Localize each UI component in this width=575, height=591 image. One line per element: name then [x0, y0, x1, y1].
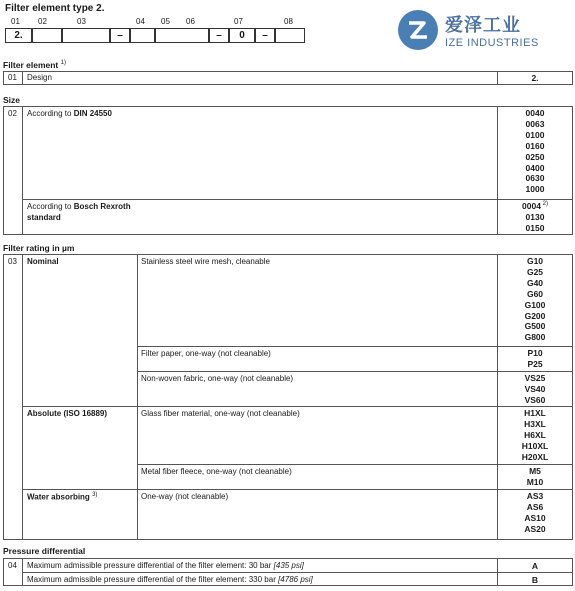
value-code: M5	[529, 466, 541, 476]
code-box	[62, 28, 110, 43]
size-bosch-values	[497, 199, 573, 234]
unit-text: [435 psi]	[273, 561, 304, 570]
rating-desc: Stainless steel wire mesh, cleanable	[141, 257, 270, 266]
footnote-mark: 1)	[60, 60, 66, 67]
value-code: 0150	[525, 222, 545, 233]
value-code: 0004 $^{2)}$	[522, 200, 548, 211]
value-code: G800	[524, 332, 546, 343]
code-box: –	[110, 28, 130, 43]
value-code: P25	[527, 358, 543, 369]
rating-desc: Non-woven fabric, one-way (not cleanable)	[141, 374, 294, 383]
value-code: H3XL	[524, 418, 546, 429]
row-number: 01	[8, 73, 17, 82]
rating-desc: Glass fiber material, one-way (not cleanable)	[141, 409, 300, 418]
code-box	[155, 28, 209, 43]
rating-values	[497, 466, 573, 488]
rating-values	[497, 256, 573, 343]
divider	[22, 254, 23, 540]
label-bold: standard	[27, 213, 61, 222]
code-box	[275, 28, 305, 43]
value-code: AS3	[526, 491, 544, 501]
size-din-label	[27, 109, 112, 118]
code-box: 0	[229, 28, 255, 43]
value-code: AS6	[526, 501, 544, 512]
value-code: G200	[524, 310, 546, 321]
value-code: H1XL	[524, 408, 546, 418]
rating-values	[497, 491, 573, 535]
divider	[137, 371, 573, 372]
divider	[137, 254, 138, 540]
logo-mark-icon	[398, 10, 438, 50]
value-code: VS60	[524, 394, 546, 405]
code-box: –	[255, 28, 275, 43]
row-number: 03	[8, 257, 17, 266]
rating-values	[497, 408, 573, 463]
row-number: 04	[8, 561, 17, 570]
value-code: 0130	[525, 211, 545, 222]
code-number: 07	[234, 17, 243, 26]
rating-desc: Metal fiber fleece, one-way (not cleanable)	[141, 467, 292, 476]
value-code: G10	[526, 256, 544, 266]
code-box	[32, 28, 62, 43]
label-text: Water absorbing	[27, 492, 90, 502]
divider	[22, 71, 23, 85]
pressure-row-text	[27, 575, 313, 584]
label-text: According to	[27, 202, 74, 211]
company-logo	[398, 8, 568, 56]
code-number: 06	[186, 17, 195, 26]
code-number: 03	[77, 17, 86, 26]
rating-values	[497, 373, 573, 406]
size-bosch-label	[27, 201, 131, 223]
rating-values	[497, 348, 573, 370]
value-code: H20XL	[521, 451, 549, 462]
label-bold: Bosch Rexroth	[73, 202, 131, 211]
size-din-values	[497, 108, 573, 195]
divider	[137, 464, 573, 465]
divider	[22, 199, 573, 200]
divider	[137, 346, 573, 347]
value-code: P10	[527, 348, 543, 358]
value-code: H10XL	[521, 440, 549, 451]
value-code: 0040	[525, 108, 545, 118]
value-code: 0063	[525, 118, 545, 129]
footnote-mark: 2)	[540, 201, 548, 207]
value-code: AS20	[524, 523, 546, 534]
logo-text-cn: 爱泽工业	[445, 15, 521, 36]
pressure-value: A	[531, 561, 539, 571]
value-code: G500	[524, 321, 546, 332]
label-text: Maximum admissible pressure differential of the filter element: 30 bar	[27, 561, 274, 570]
value-code: G40	[526, 277, 544, 288]
value-code: 0160	[525, 140, 545, 151]
pressure-value: B	[531, 575, 539, 585]
rating-nominal-label: Nominal	[27, 257, 59, 266]
value-code: H6XL	[524, 429, 546, 440]
row-label: Design	[27, 73, 52, 82]
value-code: G100	[524, 299, 546, 310]
value-code: 0250	[525, 151, 545, 162]
value-code: G60	[526, 288, 544, 299]
rating-water-label	[27, 492, 97, 502]
code-number: 04	[136, 17, 145, 26]
code-box: –	[209, 28, 229, 43]
label-bold: DIN 24550	[73, 109, 112, 118]
value-code: 0400	[525, 162, 545, 173]
value-code: M10	[526, 476, 544, 487]
value-code: AS10	[524, 512, 546, 523]
rating-desc: Filter paper, one-way (not cleanable)	[141, 349, 271, 358]
page-title: Filter element type 2.	[5, 3, 105, 14]
divider	[22, 489, 573, 490]
code-number: 08	[284, 17, 293, 26]
unit-text: [4786 psi]	[278, 575, 313, 584]
code-box	[130, 28, 155, 43]
code-number: 01	[11, 17, 20, 26]
divider	[22, 406, 573, 407]
label-text: Maximum admissible pressure differential of the filter element: 330 bar	[27, 575, 279, 584]
heading-text: Filter element	[3, 60, 59, 70]
row-value: 2.	[531, 73, 539, 83]
divider	[22, 106, 23, 235]
value-code: G25	[526, 266, 544, 277]
footnote-mark: 3)	[92, 492, 98, 498]
section-heading-size: Size	[3, 95, 21, 105]
section-heading-filter-element	[3, 60, 66, 70]
row-number: 02	[8, 109, 17, 118]
code-number: 02	[38, 17, 47, 26]
section-heading-pressure: Pressure differential	[3, 546, 86, 556]
rating-desc: One-way (not cleanable)	[141, 492, 229, 501]
design-row	[3, 71, 573, 85]
pressure-row-text	[27, 561, 304, 570]
value-code: 0100	[525, 129, 545, 140]
logo-text-en: IZE INDUSTRIES	[445, 37, 539, 49]
divider	[22, 572, 573, 573]
value-code: VS40	[524, 383, 546, 394]
section-heading-filter-rating: Filter rating in µm	[3, 243, 75, 253]
value-code: 0630	[525, 173, 545, 184]
type-code	[5, 17, 305, 47]
code-number: 05	[161, 17, 170, 26]
label-text: According to	[27, 109, 74, 118]
code-box: 2.	[5, 28, 32, 43]
value-code: 1000	[525, 184, 545, 195]
value-code: VS25	[524, 373, 546, 383]
rating-absolute-label: Absolute (ISO 16889)	[27, 409, 108, 418]
